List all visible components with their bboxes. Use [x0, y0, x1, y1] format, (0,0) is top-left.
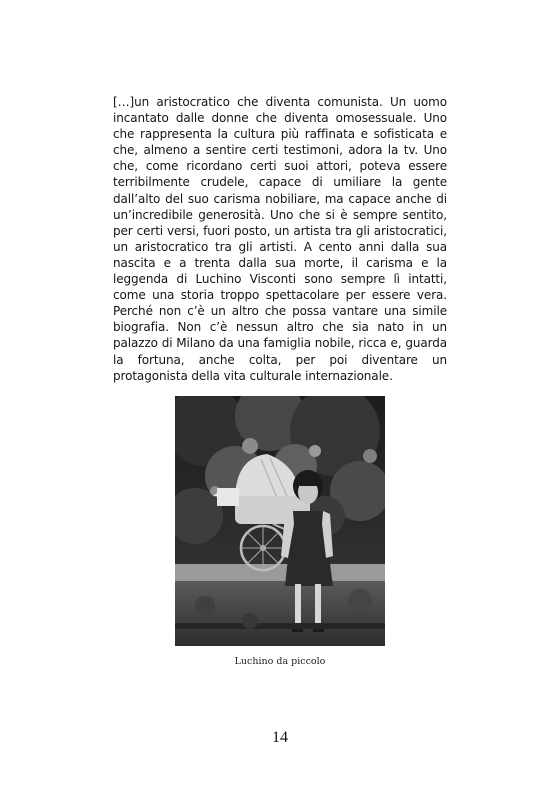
- body-paragraph: […]un aristocratico che diventa comunista. Un uomo incantato dalle donne che diventa omosessuale. Uno che rappresenta la cultura più raffinata e sofisticata e che, almeno a sentire certi testimoni, adora la tv. Uno che, come ricordano certi suoi attori, poteva essere terribilmente crudele, capace di umiliare la gente dall’alto del suo carisma nobiliare, ma capace anche di un’incredibile generosità. Uno che si è sempre sentito, per certi versi, fuori posto, un artista tra gli aristocratici, un aristocratico tra gli artisti. A cento anni dalla sua nascita e a trenta dalla sua morte, il carisma e la leggenda di Luchino Visconti sono sempre lì intatti, come una storia troppo spettacolare per essere vera. Perché non c’è un altro che possa vantare una simile biografia. Non c’è nessun altro che sia nato in un palazzo di Milano da una famiglia nobile, ricca e, guarda la fortuna, anche colta, per poi diventare un protagonista della vita culturale internazionale.: [113, 95, 447, 383]
- photo-illustration: [175, 396, 385, 646]
- page-number: 14: [272, 729, 288, 746]
- photo-caption: Luchino da piccolo: [234, 656, 326, 667]
- childhood-photo: [175, 396, 385, 646]
